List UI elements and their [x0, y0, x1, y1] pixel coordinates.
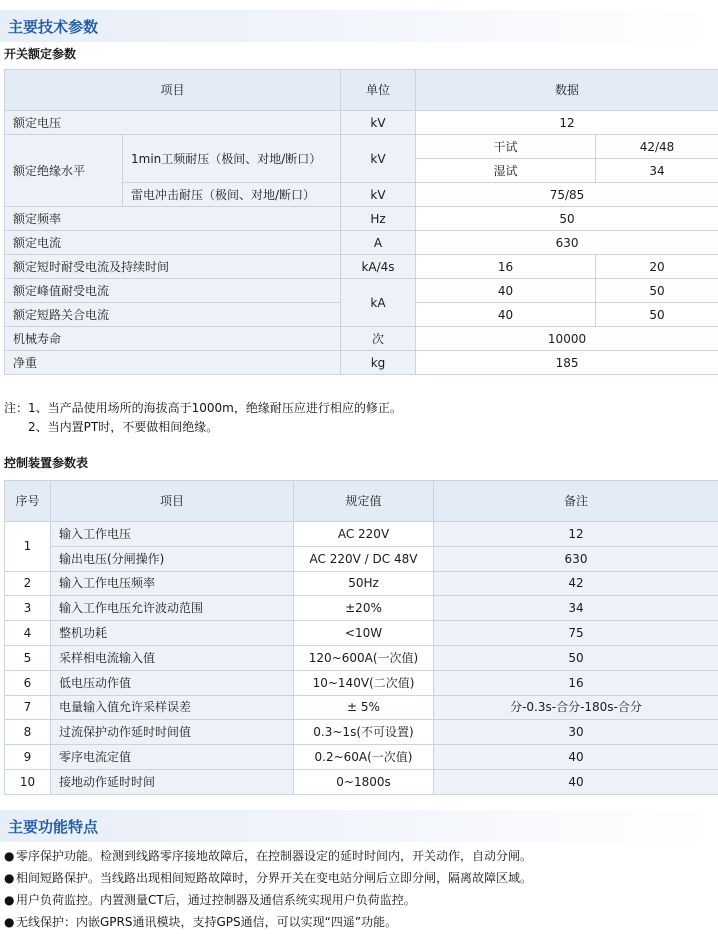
- feature-text: 无线保护：内嵌GPRS通讯模块，支持GPS通信，可以实现“四遥”功能。: [16, 915, 398, 929]
- table-row: [5, 135, 718, 159]
- row-item: 零序电流定值: [51, 745, 294, 770]
- header-spec: 规定值: [294, 481, 434, 522]
- row-remark: 630: [434, 546, 718, 571]
- row-value: 630: [416, 231, 718, 255]
- switch-params-title: 开关额定参数: [4, 47, 77, 61]
- bullet-icon: ●: [4, 871, 15, 885]
- row-unit: kg: [341, 351, 416, 375]
- row-spec: 10~140V(二次值): [294, 670, 434, 695]
- table-row: [5, 596, 718, 621]
- row-unit: kA: [341, 279, 416, 327]
- table-row: [5, 621, 718, 646]
- row-no: 4: [5, 621, 51, 646]
- bullet-icon: ●: [4, 915, 15, 929]
- row-no: 5: [5, 645, 51, 670]
- row-remark: 12: [434, 522, 718, 547]
- row-value: 42/48: [596, 135, 718, 159]
- row-no: 10: [5, 769, 51, 794]
- row-spec: AC 220V / DC 48V: [294, 546, 434, 571]
- row-remark: 75: [434, 621, 718, 646]
- header-data: 数据: [416, 70, 718, 111]
- row-remark: 40: [434, 745, 718, 770]
- row-item: 输入工作电压频率: [51, 571, 294, 596]
- feature-text: 相间短路保护。当线路出现相间短路故障时，分界开关在变电站分闸后立即分闸，隔离故障区域。: [16, 871, 533, 885]
- row-value: 50: [596, 279, 718, 303]
- table-header-row: [5, 70, 718, 111]
- row-value: 10000: [416, 327, 718, 351]
- table-row: [5, 695, 718, 720]
- row-item: 输出电压(分闸操作): [51, 546, 294, 571]
- row-spec: 120~600A(一次值): [294, 645, 434, 670]
- table-row: [5, 745, 718, 770]
- row-no: 1: [5, 522, 51, 572]
- table-header-row: [5, 481, 718, 522]
- row-remark: 分-0.3s-合分-180s-合分: [434, 695, 718, 720]
- row-item: 机械寿命: [5, 327, 341, 351]
- row-value: 75/85: [416, 183, 718, 207]
- section-title-features: 主要功能特点: [8, 818, 99, 836]
- row-item: 额定短时耐受电流及持续时间: [5, 255, 341, 279]
- row-value: 20: [596, 255, 718, 279]
- row-item: 输入工作电压: [51, 522, 294, 547]
- feature-item: [4, 913, 397, 930]
- table-row: [5, 231, 718, 255]
- note-2: 2、当内置PT时，不要做相间绝缘。: [28, 420, 219, 434]
- table-row: [5, 279, 718, 303]
- row-item: 电量输入值允许采样误差: [51, 695, 294, 720]
- feature-text: 零序保护功能。检测到线路零序接地故障后，在控制器设定的延时时间内，开关动作，自动分闸。: [16, 849, 533, 863]
- row-unit: kV: [341, 135, 416, 183]
- row-no: 7: [5, 695, 51, 720]
- row-remark: 40: [434, 769, 718, 794]
- section-header-bar: [0, 810, 718, 842]
- table-row: [5, 645, 718, 670]
- row-unit: 次: [341, 327, 416, 351]
- row-value: 50: [596, 303, 718, 327]
- table-row: [5, 720, 718, 745]
- row-item: 额定短路关合电流: [5, 303, 341, 327]
- row-item: 净重: [5, 351, 341, 375]
- switch-params-table: [4, 69, 718, 375]
- table-row: [5, 769, 718, 794]
- row-value: 16: [416, 255, 596, 279]
- section-title-specs: 主要技术参数: [8, 18, 99, 36]
- row-unit: A: [341, 231, 416, 255]
- table-row: [5, 522, 718, 547]
- row-spec: ± 5%: [294, 695, 434, 720]
- row-spec: 50Hz: [294, 571, 434, 596]
- row-spec: <10W: [294, 621, 434, 646]
- row-spec: ±20%: [294, 596, 434, 621]
- row-label: 湿试: [416, 159, 596, 183]
- row-item: 输入工作电压允许波动范围: [51, 596, 294, 621]
- row-unit: kV: [341, 183, 416, 207]
- table-row: [5, 327, 718, 351]
- row-item: 额定频率: [5, 207, 341, 231]
- row-value: 12: [416, 111, 718, 135]
- row-item: 低电压动作值: [51, 670, 294, 695]
- feature-item: [4, 869, 532, 886]
- table-row: [5, 670, 718, 695]
- header-unit: 单位: [341, 70, 416, 111]
- row-item: 额定电压: [5, 111, 341, 135]
- table-row: [5, 111, 718, 135]
- row-label: 干试: [416, 135, 596, 159]
- row-subitem: 雷电冲击耐压（极间、对地/断口）: [123, 183, 341, 207]
- table-row: [5, 255, 718, 279]
- header-item: 项目: [5, 70, 341, 111]
- feature-item: [4, 891, 416, 908]
- row-item: 过流保护动作延时时间值: [51, 720, 294, 745]
- row-spec: AC 220V: [294, 522, 434, 547]
- row-remark: 30: [434, 720, 718, 745]
- row-spec: 0.3~1s(不可设置): [294, 720, 434, 745]
- bullet-icon: ●: [4, 893, 15, 907]
- control-params-table: [4, 480, 718, 795]
- header-remark: 备注: [434, 481, 718, 522]
- row-item: 额定峰值耐受电流: [5, 279, 341, 303]
- feature-item: [4, 847, 532, 864]
- row-no: 9: [5, 745, 51, 770]
- row-no: 2: [5, 571, 51, 596]
- row-item: 接地动作延时时间: [51, 769, 294, 794]
- table-row: [5, 546, 718, 571]
- row-item: 整机功耗: [51, 621, 294, 646]
- row-value: 185: [416, 351, 718, 375]
- row-subitem: 1min工频耐压（极间、对地/断口）: [123, 135, 341, 183]
- control-params-title: 控制装置参数表: [4, 456, 89, 470]
- row-unit: kA/4s: [341, 255, 416, 279]
- row-item: 额定绝缘水平: [5, 135, 123, 207]
- row-no: 8: [5, 720, 51, 745]
- header-item: 项目: [51, 481, 294, 522]
- table-row: [5, 207, 718, 231]
- feature-text: 用户负荷监控。内置测量CT后，通过控制器及通信系统实现用户负荷监控。: [16, 893, 416, 907]
- row-value: 40: [416, 303, 596, 327]
- row-unit: Hz: [341, 207, 416, 231]
- row-no: 3: [5, 596, 51, 621]
- bullet-icon: ●: [4, 849, 15, 863]
- row-remark: 34: [434, 596, 718, 621]
- row-unit: kV: [341, 111, 416, 135]
- header-no: 序号: [5, 481, 51, 522]
- row-remark: 42: [434, 571, 718, 596]
- table-row: [5, 351, 718, 375]
- row-no: 6: [5, 670, 51, 695]
- row-remark: 16: [434, 670, 718, 695]
- section-header-bar: [0, 10, 718, 42]
- row-spec: 0.2~60A(一次值): [294, 745, 434, 770]
- row-item: 额定电流: [5, 231, 341, 255]
- note-1: 注：1、当产品使用场所的海拔高于1000m，绝缘耐压应进行相应的修正。: [4, 401, 402, 415]
- row-value: 40: [416, 279, 596, 303]
- table-row: [5, 571, 718, 596]
- row-spec: 0~1800s: [294, 769, 434, 794]
- row-remark: 50: [434, 645, 718, 670]
- row-value: 34: [596, 159, 718, 183]
- row-value: 50: [416, 207, 718, 231]
- row-item: 采样相电流输入值: [51, 645, 294, 670]
